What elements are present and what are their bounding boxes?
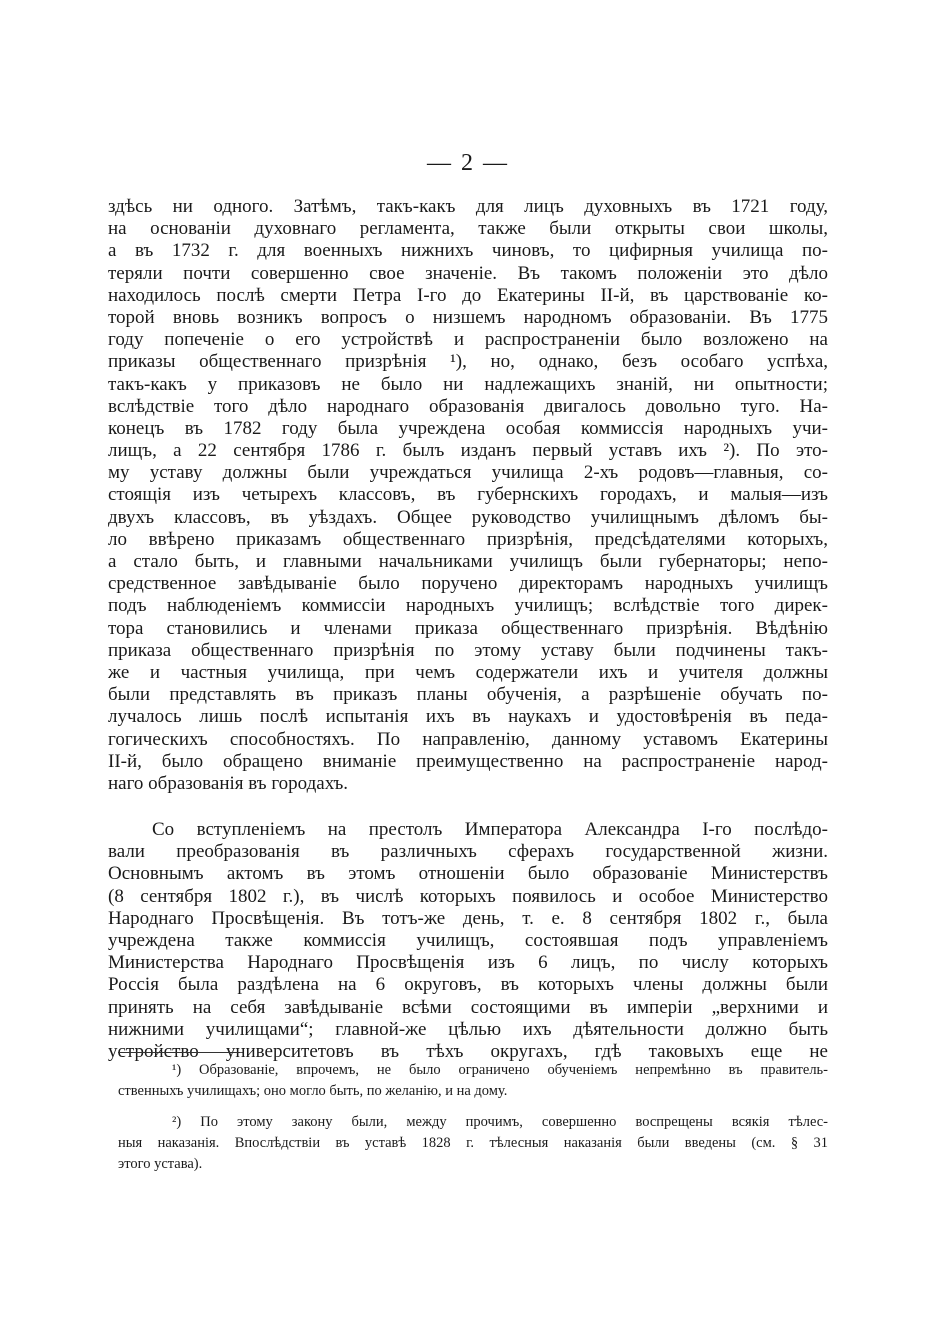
footnote-line: ¹) Образованіе, впрочемъ, не было ограничено обученіемъ непремѣнно въ правитель-	[172, 1062, 828, 1078]
text-line: приказа общественнаго призрѣнія по этому уставу были подчинены такъ-	[108, 639, 828, 661]
text-line: наго образованія въ городахъ.	[108, 772, 349, 794]
text-line: здѣсь ни одного. Затѣмъ, такъ-какъ для лицъ духовныхъ въ 1721 году,	[108, 196, 828, 217]
footnote	[118, 1112, 828, 1175]
text-line: лищъ, а 22 сентября 1786 г. былъ изданъ первый уставъ ихъ ²). По это-	[108, 440, 828, 462]
text-line: II-й, было обращено вниманіе преимущественно на распространеніе народ-	[108, 750, 828, 772]
text-line: принять на себя завѣдываніе всѣми состоящими въ имперіи „верхними и	[108, 996, 828, 1018]
text-line: году попеченіе о его устройствѣ и распространеніи было возложено на	[108, 329, 828, 351]
text-line: теряли почти совершенно свое значеніе. Въ такомъ положеніи это дѣло	[108, 262, 828, 284]
text-line: Россія была раздѣлена на 6 округовъ, въ которыхъ члены должны были	[108, 974, 828, 996]
text-line: двухъ классовъ, въ уѣздахъ. Общее руководство училищнымъ дѣломъ бы-	[108, 506, 828, 528]
main-text	[108, 196, 828, 1063]
text-line: стоящія изъ четырехъ классовъ, въ губернскихъ городахъ, и малыя—изъ	[108, 484, 828, 506]
text-line: (8 сентября 1802 г.), въ числѣ которыхъ появилось и особое Министерство	[108, 885, 828, 907]
text-line: были представлять въ приказъ планы обученія, а разрѣшеніе обучать по-	[108, 684, 828, 706]
footnote-line: ²) По этому закону были, между прочимъ, совершенно воспрещены всякія тѣлес-	[172, 1114, 828, 1130]
footnote-divider	[118, 1052, 240, 1053]
paragraph-gap	[108, 795, 828, 819]
text-line: Со вступленіемъ на престолъ Императора Александра I-го послѣдо-	[152, 819, 828, 841]
text-line: вали преобразованія въ различныхъ сферахъ государственной жизни.	[108, 841, 828, 863]
text-line: нижними училищами“; главной-же цѣлью ихъ дѣятельности должно быть	[108, 1018, 828, 1040]
text-line: лучалось лишь послѣ испытанія ихъ въ наукахъ и удостовѣренія въ педа-	[108, 706, 828, 728]
text-line: учреждена также коммиссія училищъ, состоявшая подъ управленіемъ	[108, 930, 828, 951]
text-line: ло ввѣрено приказамъ общественнаго призрѣнія, предсѣдателями которыхъ,	[108, 528, 828, 550]
page-number: — 2 —	[427, 150, 509, 176]
footnote-line: этого устава).	[118, 1156, 203, 1172]
footnotes	[118, 1060, 828, 1175]
text-line: конецъ въ 1782 году была учреждена особая коммиссія народныхъ учи-	[108, 417, 828, 439]
text-line: Народнаго Просвѣщенія. Въ тотъ-же день, т. е. 8 сентября 1802 г., была	[108, 907, 828, 929]
text-line: устройство университетовъ въ тѣхъ округахъ, гдѣ таковыхъ еще не	[108, 1040, 828, 1062]
text-line: а стало быть, и главными начальниками училищъ были губернаторы; непо-	[108, 551, 828, 572]
paragraph	[108, 819, 828, 1063]
footnote-line: ственныхъ училищахъ; оно могло быть, по желанію, и на дому.	[118, 1083, 508, 1099]
text-line: такъ-какъ у приказовъ не было ни надлежащихъ знаній, ни опытности;	[108, 373, 828, 395]
text-line: средственное завѣдываніе было поручено директорамъ народныхъ училищъ	[108, 573, 828, 595]
text-line: Основнымъ актомъ въ этомъ отношеніи было образованіе Министерствъ	[108, 863, 828, 885]
text-line: приказы общественнаго призрѣнія ¹), но, однако, безъ особаго успѣха,	[108, 351, 828, 373]
text-line: торой вновь возникъ вопросъ о низшемъ народномъ образованіи. Въ 1775	[108, 306, 828, 328]
text-line: тора становились и членами приказа общественнаго призрѣнія. Вѣдѣнію	[108, 617, 828, 639]
text-line: гогическихъ способностяхъ. По направленію, данному уставомъ Екатерины	[108, 728, 828, 750]
text-line: подъ наблюденіемъ коммиссіи народныхъ училищъ; вслѣдствіе того дирек-	[108, 595, 828, 617]
text-line: вслѣдствіе того дѣло народнаго образованія двигалось довольно туго. На-	[108, 395, 828, 417]
footnote-gap	[118, 1102, 828, 1112]
text-line: на основаніи духовнаго регламента, также были открыты свои школы,	[108, 218, 828, 240]
text-line: же и частныя училища, при чемъ содержатели ихъ и учителя должны	[108, 661, 828, 683]
paragraph	[108, 196, 828, 795]
text-line: а въ 1732 г. для военныхъ нижнихъ чиновъ, то цифирныя училища по-	[108, 240, 828, 262]
text-line: Министерства Народнаго Просвѣщенія изъ 6 лицъ, по числу которыхъ	[108, 952, 828, 974]
footnote-line: ныя наказанія. Впослѣдствіи въ уставѣ 1828 г. тѣлесныя наказанія были введены (см. § 31	[118, 1135, 828, 1151]
footnote	[118, 1060, 828, 1102]
text-line: му уставу должны были учреждаться училища 2-хъ родовъ—главныя, со-	[108, 462, 828, 484]
text-line: находилось послѣ смерти Петра I-го до Екатерины II-й, въ царствованіе ко-	[108, 284, 828, 306]
